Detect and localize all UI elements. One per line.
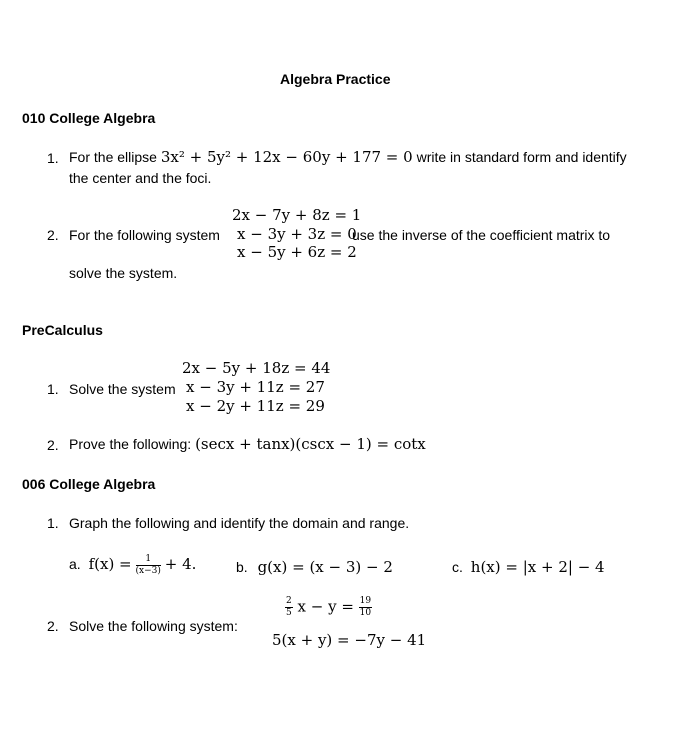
q1-text <box>69 148 627 166</box>
ca-q2-fraction-1 <box>285 597 293 618</box>
part-a-fraction <box>136 555 161 576</box>
part-c-label: c. <box>452 559 463 575</box>
part-b-label: b. <box>236 559 248 575</box>
q1-equation: 3x² + 5y² + 12x − 60y + 177 = 0 <box>160 148 413 166</box>
ca-q2-f1-numerator: 2 <box>286 596 292 606</box>
ca-q2-f2-denominator: 10 <box>359 608 372 618</box>
pc-q2-number: 2. <box>47 437 59 453</box>
ca-q1-text: Graph the following and identify the domain and range. <box>69 515 410 531</box>
ca-q2-number: 2. <box>47 618 59 634</box>
ca-q2-fraction-2 <box>359 597 372 618</box>
part-a-lhs: f(x) = <box>88 555 132 574</box>
pc-q2-text <box>69 435 426 453</box>
part-a-denominator: (x−3) <box>135 566 161 576</box>
pc-q2-pre: Prove the following: <box>69 436 192 452</box>
section-heading-precalc: PreCalculus <box>22 322 103 338</box>
page-title: Algebra Practice <box>280 71 391 87</box>
q1-number: 1. <box>47 150 59 166</box>
part-a-rhs: + 4. <box>164 555 197 574</box>
q2-eq1: 2x − 7y + 8z = 1 <box>232 206 362 224</box>
ca-q2-text: Solve the following system: <box>69 618 238 634</box>
ca-q2-f2-numerator: 19 <box>359 596 372 606</box>
part-b-equation: g(x) = (x − 3) − 2 <box>257 558 393 576</box>
q2-post: use the inverse of the coefficient matrix to <box>352 227 611 243</box>
pc-q1-pre: Solve the system <box>69 381 176 397</box>
ca-q2-f1-denominator: 5 <box>286 608 292 618</box>
part-a-numerator: 1 <box>136 555 161 566</box>
q2-eq2: x − 3y + 3z = 0 <box>237 225 357 243</box>
part-c <box>452 558 605 576</box>
ca-q2-eq1 <box>285 597 372 618</box>
q2-pre: For the following system <box>69 227 220 243</box>
part-b <box>236 558 393 576</box>
q1-line2: the center and the foci. <box>69 170 212 186</box>
section-heading-006: 006 College Algebra <box>22 476 156 492</box>
q2-eq3: x − 5y + 6z = 2 <box>237 243 357 261</box>
pc-q2-equation: (secx + tanx)(cscx − 1) = cotx <box>195 435 426 453</box>
ca-q2-eq1-mid: x − y = <box>297 597 354 616</box>
q1-pre: For the ellipse <box>69 149 157 165</box>
ca-q1-number: 1. <box>47 515 59 531</box>
section-heading-010: 010 College Algebra <box>22 110 156 126</box>
pc-q1-eq3: x − 2y + 11z = 29 <box>186 397 325 415</box>
part-a-label: a. <box>69 556 81 573</box>
pc-q1-eq1: 2x − 5y + 18z = 44 <box>182 359 331 377</box>
pc-q1-number: 1. <box>47 381 59 397</box>
part-c-equation: h(x) = |x + 2| − 4 <box>470 558 605 576</box>
q1-post: write in standard form and identify <box>416 149 627 165</box>
q2-number: 2. <box>47 227 59 243</box>
pc-q1-eq2: x − 3y + 11z = 27 <box>186 378 325 396</box>
ca-q2-eq2: 5(x + y) = −7y − 41 <box>272 631 427 649</box>
q2-line2: solve the system. <box>69 265 178 281</box>
part-a <box>69 555 196 576</box>
